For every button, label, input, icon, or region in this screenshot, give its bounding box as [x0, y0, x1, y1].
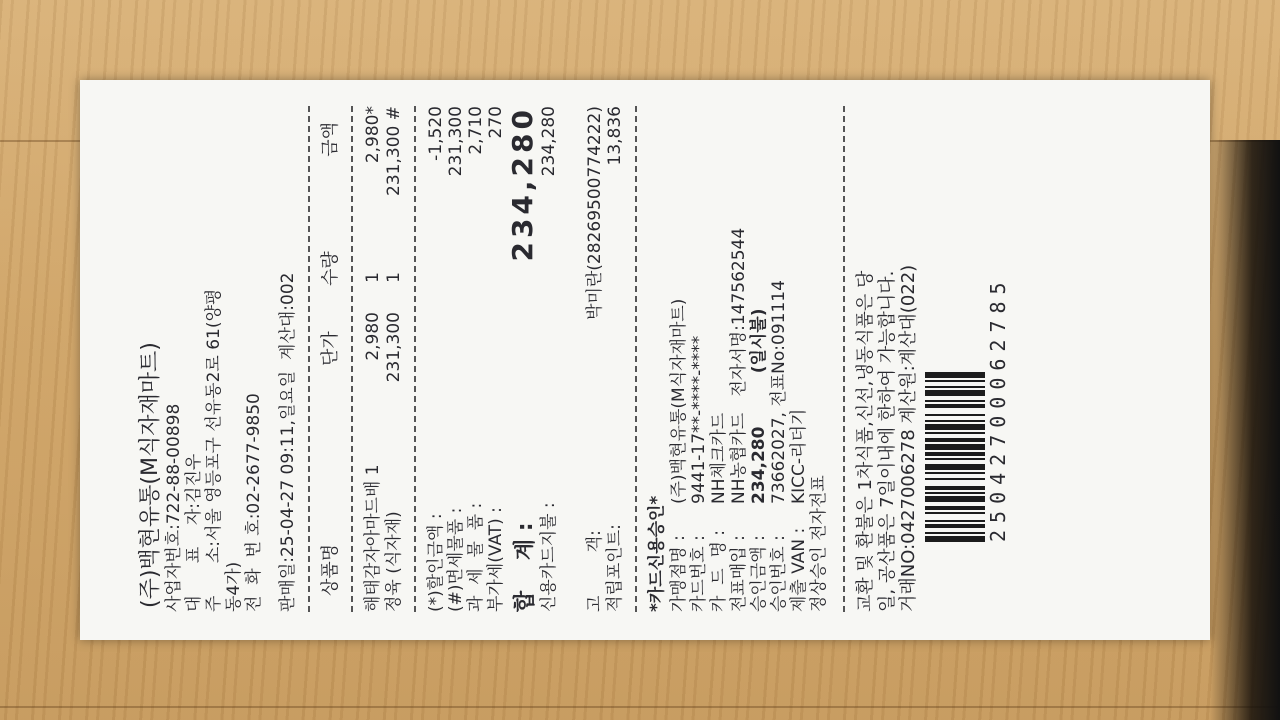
barcode-bar — [925, 380, 985, 382]
divider — [308, 106, 310, 612]
barcode-gap — [925, 456, 985, 458]
card-line — [709, 106, 729, 612]
card-line-value: 9441-17**-****-**** — [689, 335, 710, 504]
barcode-bar — [925, 524, 985, 528]
total-row — [506, 106, 539, 612]
barcode-gap — [925, 470, 985, 472]
barcode-bar — [925, 506, 985, 510]
summary-label: (*)할인금액 : — [425, 513, 446, 612]
representative: 대 표 자:김진우 — [184, 453, 204, 612]
card-line-value: NH농협카드 전자서명:147562544 — [729, 227, 750, 504]
total-label: 합 계 : — [512, 522, 538, 612]
dark-corner — [1210, 140, 1280, 720]
card-line-label: 승인번호 : — [769, 535, 790, 612]
barcode-gap — [925, 522, 985, 524]
barcode-gap — [925, 368, 985, 372]
address-continued: 동4가) — [224, 561, 245, 612]
barcode-bar — [925, 496, 985, 502]
item-name: 해태감자아마드배 1 — [363, 464, 384, 612]
summary-value: 2,710 — [465, 106, 486, 155]
item-name: 정육 (식자재) — [383, 511, 404, 612]
barcode-bar — [925, 472, 985, 474]
card-line — [749, 106, 769, 612]
card-line-value: (주)백현유통(M식자재마트) — [668, 298, 689, 504]
summary-label: (#)면세물품 : — [445, 507, 466, 612]
summary-label: 부가세(VAT) : — [485, 507, 506, 612]
header-unit-price: 단가 — [320, 331, 342, 366]
store-name: (주)백현유통(M식자재마트) — [138, 342, 163, 608]
divider — [635, 106, 637, 612]
barcode-bar — [925, 486, 985, 490]
summary-discount — [426, 106, 446, 612]
summary-taxable — [466, 106, 486, 612]
card-line-label: 전표매입 : — [729, 535, 750, 612]
card-line-label: 가맹점명 : — [668, 535, 689, 612]
barcode-bar — [925, 444, 985, 450]
card-paid-value: 234,280 — [538, 106, 559, 177]
barcode-number: 25042700062785 — [986, 275, 1011, 542]
transaction-info: 거래NO:0427006278 계산원:계산대(022) — [897, 264, 919, 612]
barcode-gap — [925, 494, 985, 496]
summary-value: -1,520 — [425, 106, 446, 161]
barcode-gap — [925, 388, 985, 390]
summary-label: 과 세 물 품 : — [465, 502, 486, 612]
barcode-gap — [925, 528, 985, 532]
item-qty: 1 — [363, 272, 384, 283]
barcode-gap — [925, 450, 985, 452]
summary-value: 270 — [485, 106, 506, 139]
barcode-gap — [925, 434, 985, 438]
footer-notice: 일, 공산품은 7일이내에 한하여 가능합니다. — [876, 270, 898, 612]
customer-label: 고 객: — [584, 530, 605, 612]
barcode-bar — [925, 372, 985, 378]
barcode-bar — [925, 438, 985, 442]
phone-number: 전 화 번 호:02-2677-9850 — [244, 393, 265, 612]
card-line-label: 승인금액 : — [749, 535, 770, 612]
barcode-bar — [925, 404, 985, 408]
header-amount: 금액 — [320, 122, 342, 157]
card-line-label: 제출 VAN : — [789, 527, 810, 612]
total-value: 234,280 — [505, 106, 539, 262]
barcode-gap — [925, 378, 985, 380]
divider — [414, 106, 416, 612]
card-line-value: KICC-리더기 — [789, 408, 810, 504]
barcode-gap — [925, 490, 985, 492]
divider — [843, 106, 845, 612]
card-line — [729, 106, 749, 612]
business-number: 사업자번호:722-88-00898 — [163, 403, 184, 612]
header-qty: 수량 — [320, 251, 342, 286]
barcode-gap — [925, 460, 985, 464]
column-headers — [320, 106, 341, 612]
card-line-value: NH체크카드 — [709, 412, 730, 504]
item-qty: 1 — [383, 272, 404, 283]
footer-notice: 교환 및 환불은 1차식품,신선,냉동식품은 당 — [855, 270, 877, 612]
barcode-gap — [925, 474, 985, 478]
card-line-label: 카 드 명 : — [709, 529, 730, 612]
card-line — [689, 106, 709, 612]
barcode-bar — [925, 532, 985, 534]
barcode-bar — [925, 424, 985, 430]
barcode-bar — [925, 512, 985, 514]
summary-tax-free — [446, 106, 466, 612]
customer-row — [585, 106, 605, 612]
barcode-bar — [925, 536, 985, 542]
barcode-bar — [925, 458, 985, 460]
barcode-bar — [925, 386, 985, 388]
item-amount: 2,980* — [363, 106, 384, 164]
barcode-gap — [925, 408, 985, 414]
barcode-bar — [925, 400, 985, 402]
receipt — [80, 80, 1210, 640]
barcode-gap — [925, 382, 985, 386]
barcode-bar — [925, 414, 985, 416]
barcode-gap — [925, 416, 985, 420]
barcode — [925, 106, 985, 612]
points-label: 적립포인트: — [604, 524, 625, 612]
card-line — [669, 106, 689, 612]
card-paid-label: 신용카드지불 : — [538, 502, 559, 612]
barcode-bar — [925, 464, 985, 470]
barcode-bar — [925, 452, 985, 456]
card-line-label: 카드번호 : — [689, 535, 710, 612]
card-line — [789, 106, 809, 612]
barcode-gap — [925, 534, 985, 536]
barcode-gap — [925, 502, 985, 506]
item-unit-price: 231,300 — [383, 312, 404, 383]
customer-value: 박미란(28269500774222) — [584, 106, 605, 320]
divider — [351, 106, 353, 612]
barcode-gap — [925, 430, 985, 432]
barcode-bar — [925, 520, 985, 522]
summary-vat — [486, 106, 506, 612]
sale-datetime: 판매일:25-04-27 09:11,일요일 계산대:002 — [278, 272, 299, 612]
item-row — [384, 106, 404, 612]
barcode-bar — [925, 492, 985, 494]
normal-approval: 정상승인 전자전표 — [809, 475, 830, 612]
points-row — [605, 106, 625, 612]
barcode-gap — [925, 422, 985, 424]
item-amount: 231,300 # — [383, 106, 404, 196]
item-row — [363, 106, 383, 612]
card-approval-title: *카드신용승인* — [646, 495, 667, 612]
barcode-bar — [925, 420, 985, 422]
barcode-gap — [925, 514, 985, 520]
card-line-value: 234,280 (일시불) — [749, 308, 770, 504]
header-item: 상품명 — [320, 543, 342, 596]
card-line — [769, 106, 789, 612]
barcode-gap — [925, 510, 985, 512]
barcode-bar — [925, 478, 985, 480]
card-paid-row — [539, 106, 559, 612]
card-line-value: 73662027, 전표No:091114 — [769, 280, 790, 504]
item-unit-price: 2,980 — [363, 312, 384, 361]
barcode-gap — [925, 442, 985, 444]
barcode-gap — [925, 480, 985, 486]
barcode-gap — [925, 396, 985, 400]
points-value: 13,836 — [604, 106, 625, 166]
address: 주 소:서울 영등포구 선유동2로 61(양평 — [204, 288, 225, 612]
summary-value: 231,300 — [445, 106, 466, 177]
barcode-bar — [925, 390, 985, 396]
barcode-gap — [925, 402, 985, 404]
barcode-bar — [925, 432, 985, 434]
